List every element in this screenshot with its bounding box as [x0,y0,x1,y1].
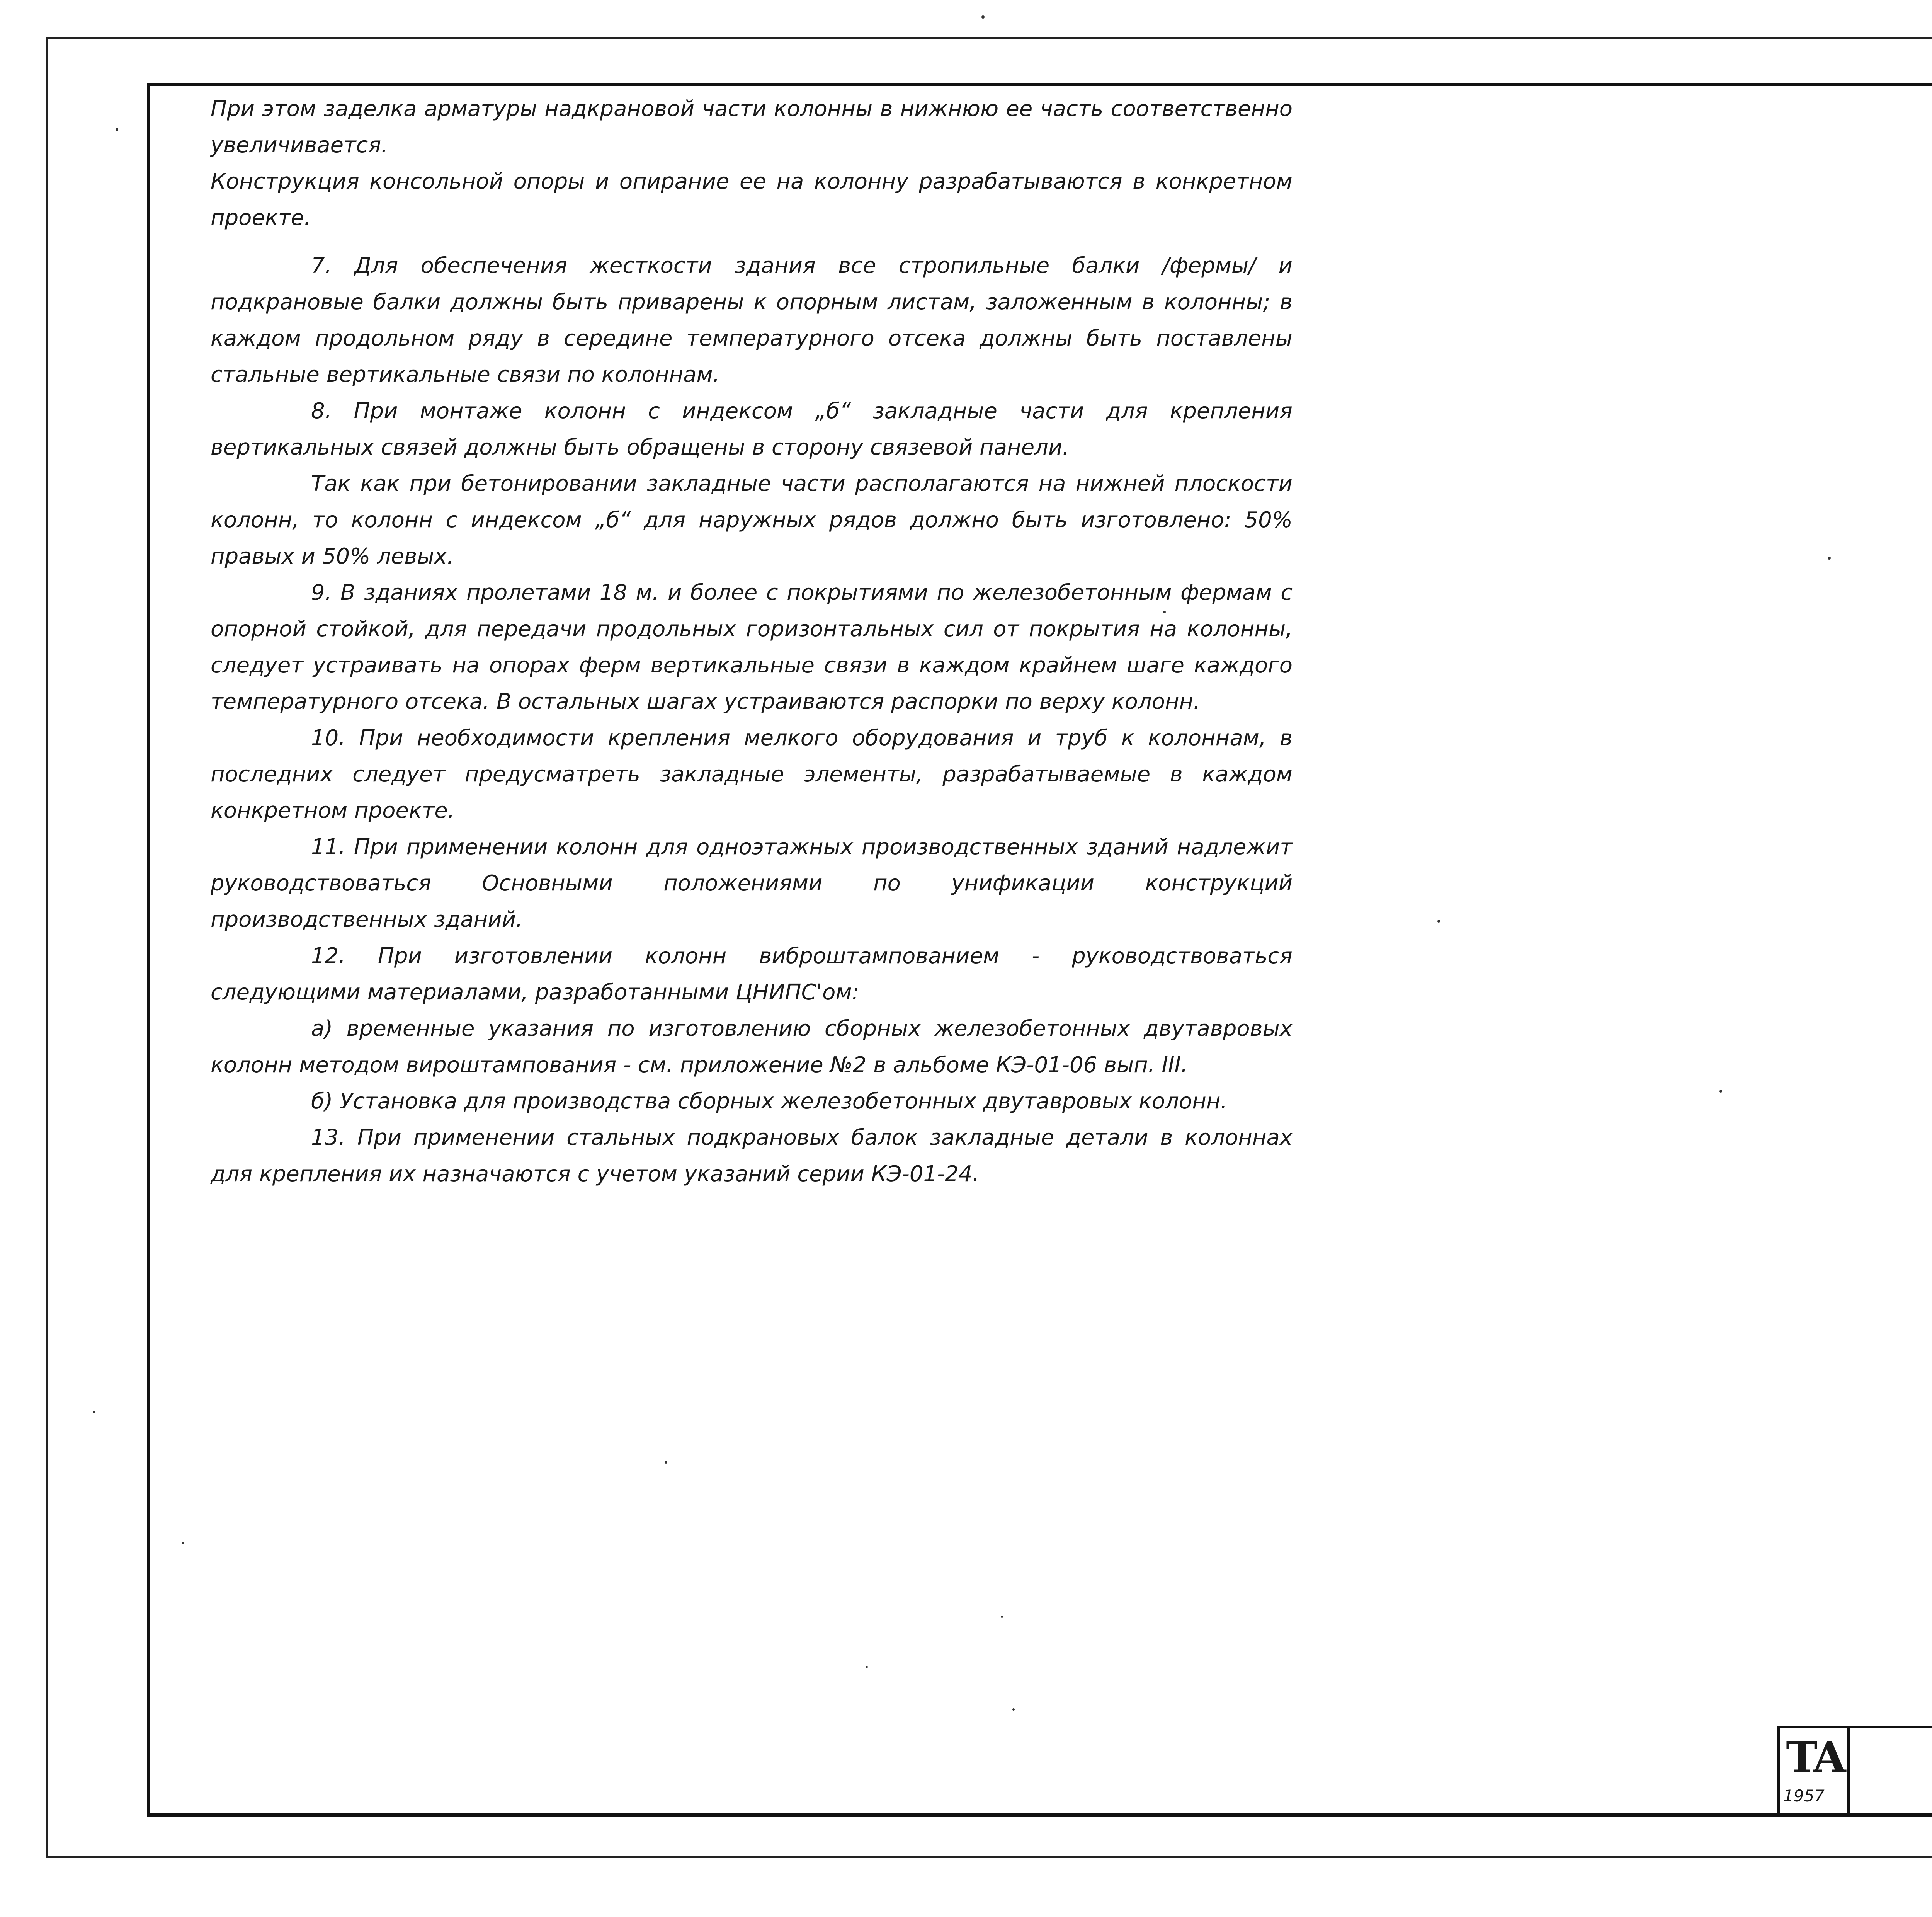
scan-speck [182,1542,184,1544]
title-block [1777,1726,1932,1817]
paragraph-item-11: 11. При применении колонн для одноэтажных производственных зданий надлежит руководствоваться Основными положениями по унификации конструкций производственных зданий. [211,834,1293,932]
scan-speck [1828,557,1831,560]
logo-year: 1957 [1783,1786,1825,1805]
paragraph: Так как при бетонировании закладные части располагаются на нижней плоскости колонн, то колонн с индексом „б“ для наружных рядов должно быть изготовлено: 50% правых и 50% левых. [211,471,1293,569]
scan-speck [1163,611,1166,613]
paragraph-item-9: 9. В зданиях пролетами 18 м. и более с покрытиями по железобетонным фермам с опорной стойкой, для передачи продольных горизонтальных сил от покрытия на колонны, следует устраивать на опорах ферм вертикальные связи в каждом крайнем шаге каждого температурного отсека. В остальных шагах устраиваются распорки по верху колонн. [211,580,1293,714]
logo-cell [1780,1728,1850,1817]
paragraph: При этом заделка арматуры надкрановой части колонны в нижнюю ее часть соответственно увеличивается. [211,96,1293,158]
scan-speck [665,1461,667,1464]
scan-speck [1001,1616,1003,1618]
paragraph-item-8: 8. При монтаже колонн с индексом „б“ закладные части для крепления вертикальных связей должны быть обращены в сторону связевой панели. [211,398,1293,460]
scan-speck [981,15,985,19]
scan-speck [1012,1708,1015,1711]
scan-speck [1719,1090,1722,1093]
paragraph-item-12: 12. При изготовлении колонн виброштампованием - руководствоваться следующими материалами, разработанными ЦНИПС'ом: [211,943,1293,1005]
paragraph: Конструкция консольной опоры и опирание ее на колонну разрабатываются в конкретном проекте. [211,169,1293,230]
paragraph-item-12a: а) временные указания по изготовлению сборных железобетонных двутавровых колонн методом вироштампования - см. приложение №2 в альбоме КЭ-01-06 вып. III. [211,1016,1293,1078]
paragraph-item-13: 13. При применении стальных подкрановых балок закладные детали в колоннах для крепления их назначаются с учетом указаний серии КЭ-01-24. [211,1125,1293,1187]
paragraph-item-7: 7. Для обеспечения жесткости здания все стропильные балки /фермы/ и подкрановые балки должны быть приварены к опорным листам, заложенным в колонны; в каждом продольном ряду в середине температурного отсека должны быть поставлены стальные вертикальные связи по колоннам. [211,253,1293,387]
paragraph-item-10: 10. При необходимости крепления мелкого оборудования и труб к колоннам, в последних следует предусматреть закладные элементы, разрабатываемые в каждом конкретном проекте. [211,725,1293,823]
document-title [1850,1728,1932,1817]
scan-speck [866,1666,868,1668]
scan-speck [93,1411,95,1413]
scan-speck [1437,920,1440,923]
explanatory-text [211,91,1293,1192]
org-logo: ТА [1786,1732,1842,1782]
scan-speck [116,128,118,131]
paragraph-item-12b: б) Установка для производства сборных железобетонных двутавровых колонн. [311,1089,1228,1114]
